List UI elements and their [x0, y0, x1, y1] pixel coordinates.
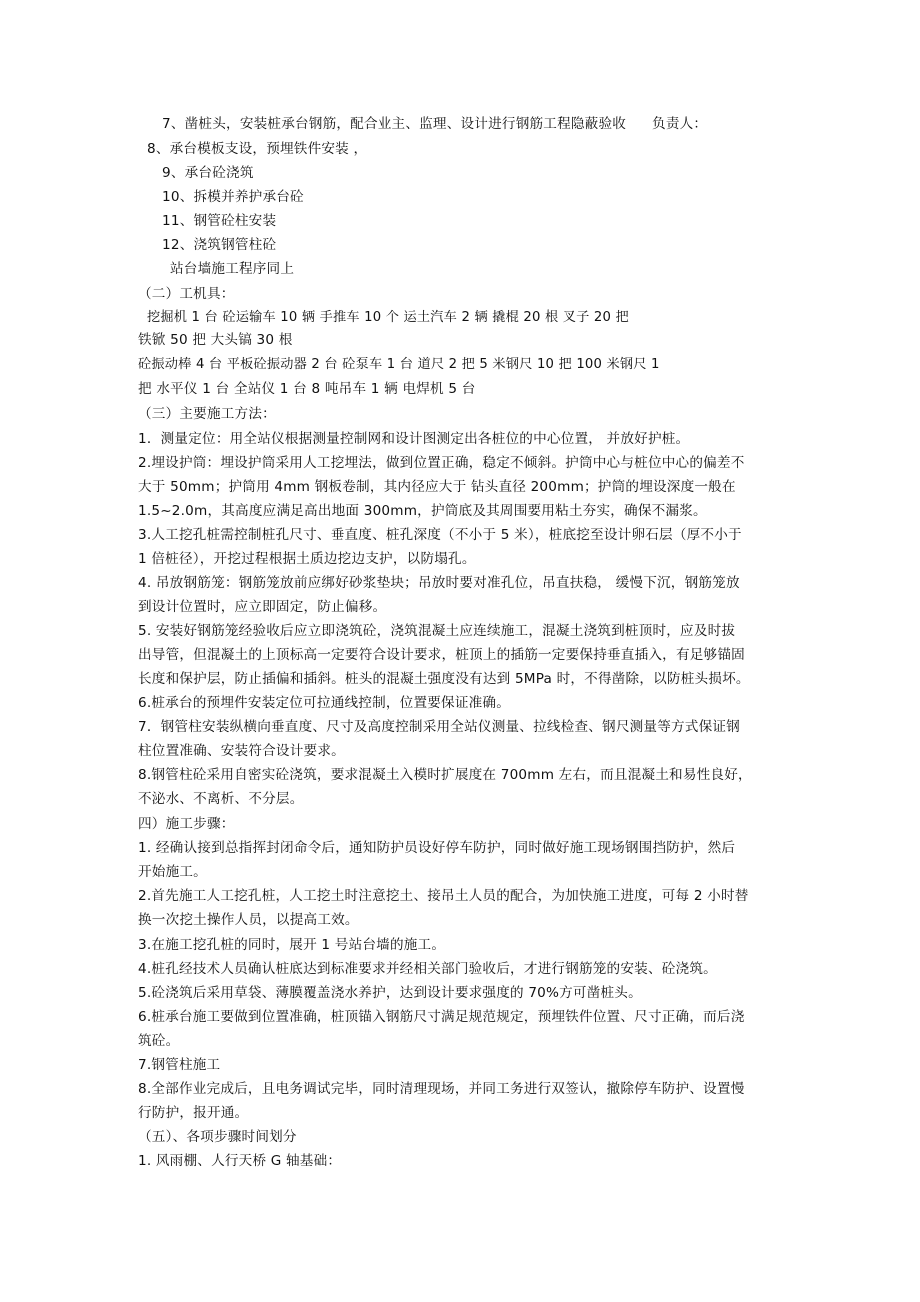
- text-line: 6.桩承台的预埋件安装定位可拉通线控制，位置要保证准确。: [138, 695, 511, 711]
- text-line: 11、钢管砼柱安装: [162, 213, 277, 229]
- text-line: 不泌水、不离析、不分层。: [138, 791, 304, 807]
- section-heading: （二）工机具：: [138, 286, 235, 302]
- text-line: 4.桩孔经技术人员确认桩底达到标准要求并经相关部门验收后，才进行钢筋笼的安装、砼浇筑。: [138, 961, 717, 977]
- section-heading: （三）主要施工方法：: [138, 406, 276, 422]
- text-line: 8.钢管柱砼采用自密实砼浇筑，要求混凝土入模时扩展度在 700mm 左右，而且混凝土和易性良好，: [138, 767, 752, 783]
- text-line: 把 水平仪 1 台 全站仪 1 台 8 吨吊车 1 辆 电焊机 5 台: [138, 381, 476, 397]
- text-line: 1. 风雨棚、人行天桥 G 轴基础：: [138, 1153, 342, 1169]
- text-line: 筑砼。: [138, 1033, 180, 1049]
- text-line: 8.全部作业完成后，且电务调试完毕，同时清理现场，并同工务进行双签认，撤除停车防护、设置慢: [138, 1081, 745, 1097]
- text-line: 3.在施工挖孔桩的同时，展开 1 号站台墙的施工。: [138, 937, 446, 953]
- text-line: 2.埋设护筒：埋设护筒采用人工挖埋法，做到位置正确，稳定不倾斜。护筒中心与桩位中心的偏差不: [138, 455, 745, 471]
- text-line: 到设计位置时，应立即固定，防止偏移。: [138, 599, 387, 615]
- text-line: 长度和保护层，防止插偏和插斜。桩头的混凝土强度没有达到 5MPa 时，不得凿除，以防桩头损坏。: [138, 671, 750, 687]
- text-line: 1．测量定位：用全站仪根据测量控制网和设计图测定出各桩位的中心位置， 并放好护桩。: [138, 431, 690, 447]
- text-line: [162, 114, 707, 134]
- text-line: 10、拆模并养护承台砼: [162, 189, 304, 205]
- text-line: 2.首先施工人工挖孔桩，人工挖土时注意挖土、接吊土人员的配合，为加快施工进度，可每 2 小时替: [138, 888, 749, 904]
- text-line: 5. 安装好钢筋笼经验收后应立即浇筑砼，浇筑混凝土应连续施工，混凝土浇筑到桩顶时，应及时拔: [138, 623, 736, 639]
- text-line: 出导管，但混凝土的上顶标高一定要符合设计要求，桩顶上的插筋一定要保持垂直插入，有足够锚固: [138, 647, 745, 663]
- text-line: 8、承台模板支设，预埋铁件安装 ，: [147, 141, 368, 157]
- text-line: 7.钢管柱施工: [138, 1057, 221, 1073]
- text-line: 站台墙施工程序同上: [170, 261, 295, 277]
- text-line: 1. 经确认接到总指挥封闭命令后，通知防护员设好停车防护，同时做好施工现场钢围挡防护，然后: [138, 840, 736, 856]
- section-heading: （五）、各项步骤时间划分: [138, 1129, 297, 1145]
- text-line: 柱位置准确、安装符合设计要求。: [138, 743, 345, 759]
- text-line: 9、承台砼浇筑: [162, 165, 254, 181]
- text-line: 大于 50mm；护筒用 4mm 钢板卷制，其内径应大于 钻头直径 200mm；护筒的埋设深度一般在: [138, 479, 736, 495]
- text-line: 开始施工。: [138, 864, 207, 880]
- section-heading: 四）施工步骤：: [138, 816, 235, 832]
- text-line: 换一次挖土操作人员，以提高工效。: [138, 912, 359, 928]
- text-line: 4. 吊放钢筋笼：钢筋笼放前应绑好砂浆垫块；吊放时要对准孔位，吊直扶稳， 缓慢下沉，钢筋笼放: [138, 575, 740, 591]
- text-line: 3.人工挖孔桩需控制桩孔尺寸、垂直度、桩孔深度（不小于 5 米），桩底挖至设计卵石层（厚不小于: [138, 527, 742, 543]
- text-line: 1 倍桩径），开挖过程根据土质边挖边支护，以防塌孔。: [138, 551, 476, 567]
- text-line: 行防护，报开通。: [138, 1105, 249, 1121]
- text-line: 7．钢管柱安装纵横向垂直度、尺寸及高度控制采用全站仪测量、拉线检查、钢尺测量等方式保证钢: [138, 719, 740, 735]
- text-line: 6.桩承台施工要做到位置准确，桩顶锚入钢筋尺寸满足规范规定，预埋铁件位置、尺寸正确，而后浇: [138, 1009, 745, 1025]
- text-line: 5.砼浇筑后采用草袋、薄膜覆盖浇水养护，达到设计要求强度的 70%方可凿桩头。: [138, 985, 642, 1001]
- text-line: 挖掘机 1 台 砼运输车 10 辆 手推车 10 个 运土汽车 2 辆 撬棍 20 根 叉子 20 把: [147, 310, 629, 325]
- text-line: 12、浇筑钢管柱砼: [162, 237, 277, 253]
- text-line: 铁锨 50 把 大头镐 30 根: [138, 332, 293, 348]
- text-line-segment: 7、凿桩头，安装桩承台钢筋，配合业主、监理、设计进行钢筋工程隐蔽验收: [162, 116, 627, 132]
- text-line-segment: 负责人：: [652, 116, 708, 132]
- text-line: 砼振动棒 4 台 平板砼振动器 2 台 砼泵车 1 台 道尺 2 把 5 米钢尺 10 把 100 米钢尺 1: [138, 357, 660, 372]
- text-line: 1.5~2.0m，其高度应满足高出地面 300mm，护筒底及其周围要用粘土夯实，确保不漏浆。: [138, 503, 707, 519]
